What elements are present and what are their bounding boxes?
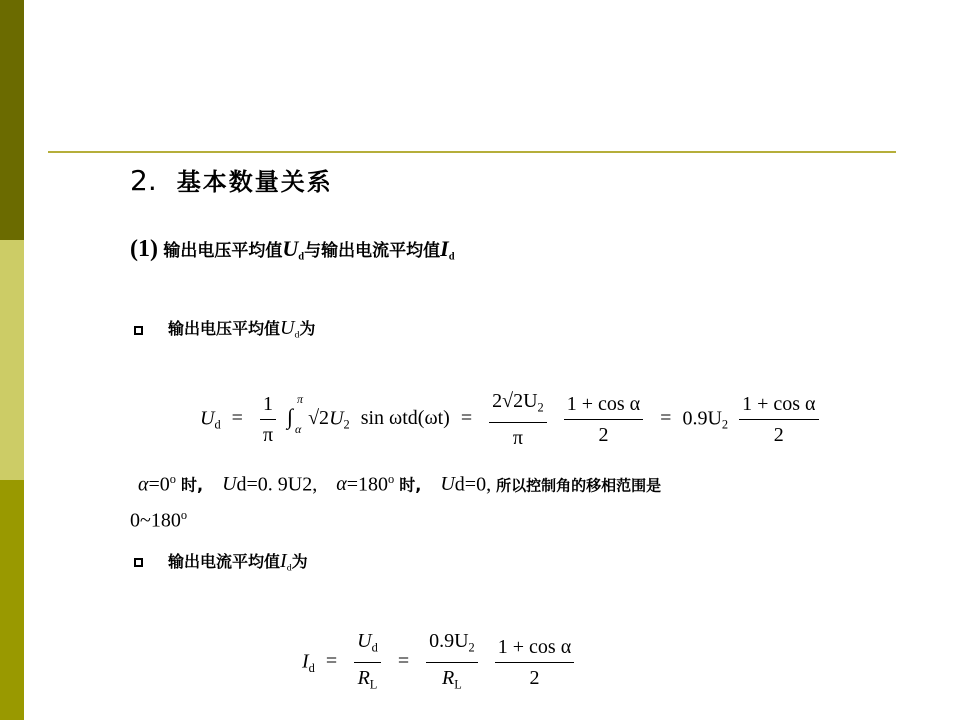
bullet-current-average	[168, 549, 308, 573]
cond-alpha-2: α	[336, 473, 347, 496]
integral-sign: ∫	[287, 404, 294, 430]
cond-alpha-1: α	[138, 473, 149, 496]
fraction2-3-num: 1 + cos α	[495, 632, 574, 663]
fraction2-1-den-sub: L	[369, 677, 378, 692]
bullet-symbol: U	[280, 317, 295, 339]
formula-equals-2: =	[460, 407, 473, 430]
integral	[287, 392, 304, 437]
formula-coefficient: 0.9U	[682, 407, 722, 430]
cond-degree-2: o	[388, 472, 395, 486]
section-subscript-2: d	[448, 251, 455, 263]
square-bullet-icon	[134, 326, 143, 335]
title-divider	[48, 151, 896, 153]
formula-lhs-sub: d	[214, 417, 221, 432]
fraction-2-num-sub: 2	[537, 400, 544, 415]
bullet2-text: 输出电流平均值	[168, 552, 281, 571]
fraction2-2-num: 0.9U	[429, 630, 469, 652]
formula-u2-sub: 2	[343, 417, 350, 432]
formula-sqrt: √2	[308, 407, 330, 430]
section-open-paren: (	[130, 236, 138, 262]
fraction2-3	[495, 632, 574, 693]
cond-shi-1: 时,	[180, 475, 204, 495]
cond-alpha-2-value: =180	[346, 473, 389, 496]
section-symbol-i: I	[440, 236, 449, 261]
sidebar-segment-mid	[0, 480, 24, 720]
section-text-2: 与输出电流平均值	[304, 241, 441, 261]
sidebar-decoration	[0, 0, 24, 720]
formula-u2: U	[329, 407, 344, 430]
fraction-3-num: 1 + cos α	[564, 389, 643, 420]
cond-ud-2-rest: d=0,	[454, 473, 492, 496]
section-subscript-1: d	[298, 251, 305, 263]
fraction2-2-num-sub: 2	[468, 640, 475, 655]
formula2-equals-2: =	[397, 650, 410, 673]
square-bullet-icon	[134, 558, 143, 567]
fraction2-2-den: R	[442, 667, 455, 690]
bullet2-suffix: 为	[291, 552, 308, 571]
firing-angle-condition	[138, 472, 661, 496]
fraction-3	[564, 389, 643, 450]
fraction2-2-den-sub: L	[454, 677, 462, 692]
formula-lhs: U	[200, 407, 215, 430]
cond-ud-1: U	[222, 473, 237, 496]
fraction-1-num: 1	[260, 389, 276, 420]
bullet2-symbol: I	[280, 550, 287, 572]
bullet-text: 输出电压平均值	[168, 319, 281, 338]
cond-degree-1: o	[169, 472, 176, 486]
formula-equals-3: =	[660, 407, 672, 430]
section-close-paren: )	[150, 236, 158, 262]
section-heading	[130, 236, 455, 263]
section-text-1: 输出电压平均值	[163, 241, 283, 261]
formula2-lhs: I	[302, 650, 309, 673]
cond-tail: 所以控制角的移相范围是	[496, 476, 662, 495]
formula-current	[302, 626, 580, 700]
formula2-lhs-sub: d	[308, 660, 315, 675]
cond-alpha-1-value: =0	[148, 473, 170, 496]
bullet-subscript: d	[294, 329, 300, 341]
integral-lower: α	[295, 422, 302, 437]
cond-shi-2: 时,	[399, 475, 422, 495]
fraction2-1-num: U	[357, 630, 372, 652]
section-symbol-u: U	[282, 236, 299, 261]
fraction2-1-den: R	[357, 667, 370, 690]
fraction2-3-den: 2	[529, 667, 540, 690]
range-degree: o	[180, 508, 188, 522]
bullet2-subscript: d	[286, 562, 292, 574]
bullet-voltage-average	[168, 316, 315, 340]
bullet-suffix: 为	[299, 319, 316, 338]
range-value: 0~180	[130, 509, 181, 532]
fraction-2-den: π	[512, 427, 523, 450]
fraction-1-den: π	[262, 424, 274, 447]
formula-coefficient-sub: 2	[721, 417, 729, 432]
title-text: 基本数量关系	[176, 168, 333, 196]
fraction-2-num: 2√2U	[492, 390, 538, 412]
fraction-4-den: 2	[773, 424, 784, 447]
formula-equals: =	[231, 407, 243, 430]
sidebar-segment-light	[0, 240, 24, 480]
formula-sin-term: sin ωtd(ωt)	[360, 407, 450, 430]
fraction2-2	[426, 626, 478, 700]
cond-ud-1-rest: d=0. 9U2,	[236, 473, 318, 496]
cond-ud-2: U	[440, 473, 455, 496]
fraction-3-den: 2	[598, 424, 609, 447]
formula2-equals: =	[325, 650, 338, 673]
fraction-4-num: 1 + cos α	[739, 389, 818, 420]
section-number: 1	[138, 236, 150, 262]
sidebar-segment-dark	[0, 0, 24, 240]
slide-title	[130, 162, 333, 197]
fraction-2	[489, 386, 547, 453]
fraction2-1-num-sub: d	[371, 640, 378, 655]
fraction-1	[260, 389, 276, 450]
title-number: 2.	[130, 164, 157, 197]
integral-upper: π	[297, 392, 304, 407]
phase-shift-range	[130, 508, 187, 532]
fraction2-1	[354, 626, 381, 700]
formula-voltage	[200, 386, 825, 453]
fraction-4	[739, 389, 818, 450]
